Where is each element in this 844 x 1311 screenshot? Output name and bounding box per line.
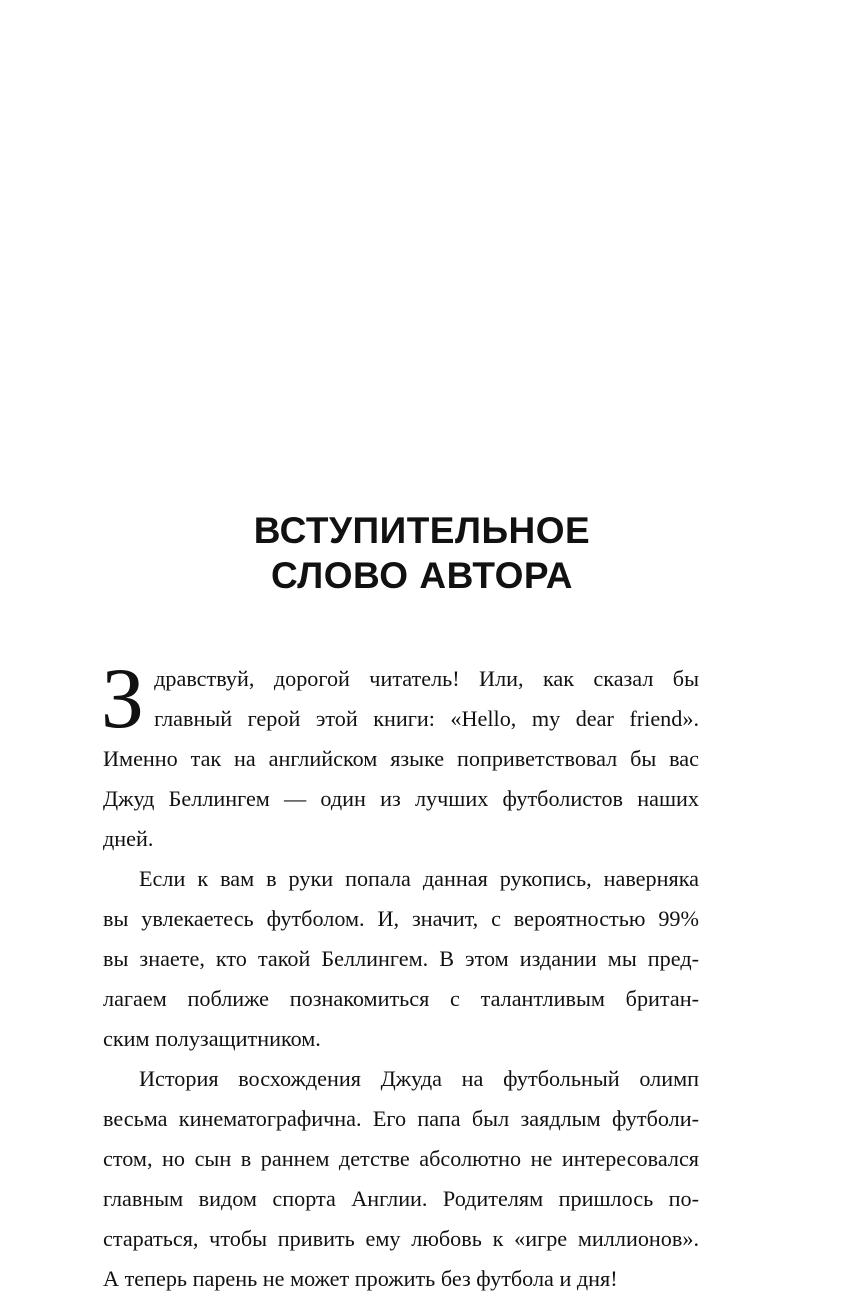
- text-line: стараться, чтобы привить ему любовь к «игре миллионов».: [103, 1226, 699, 1251]
- text-line: Именно так на английском языке поприветствовал бы вас: [103, 746, 699, 771]
- text-line: стом, но сын в раннем детстве абсолютно не интересовался: [103, 1146, 699, 1171]
- chapter-title-line-1: ВСТУПИТЕЛЬНОЕ: [253, 510, 591, 551]
- text-line: весьма кинематографична. Его папа был заядлым футболи-: [103, 1106, 699, 1131]
- chapter-title-line-2: СЛОВО АВТОРА: [270, 555, 574, 596]
- paragraph-1: [101, 650, 699, 859]
- drop-cap: З: [101, 650, 145, 746]
- paragraph-2: [103, 859, 699, 1059]
- paragraph-3: [103, 1059, 699, 1299]
- text-line: А теперь парень не может прожить без футбола и дня!: [103, 1266, 618, 1291]
- text-line: вы увлекаетесь футболом. И, значит, с вероятностью 99%: [103, 906, 699, 931]
- text-line: Джуд Беллингем — один из лучших футболистов наших: [103, 786, 699, 811]
- text-line: главный герой этой книги: «Hello, my dear friend».: [154, 706, 699, 731]
- chapter-heading: [0, 508, 844, 598]
- text-line: ским полузащитником.: [103, 1026, 321, 1051]
- text-line: главным видом спорта Англии. Родителям пришлось по-: [103, 1186, 699, 1211]
- text-line: дней.: [103, 826, 154, 851]
- text-line: лагаем поближе познакомиться с талантливым британ-: [103, 986, 699, 1011]
- text-line: дравствуй, дорогой читатель! Или, как сказал бы: [154, 666, 699, 691]
- chapter-body: [101, 650, 699, 1299]
- text-line: Если к вам в руки попала данная рукопись, наверняка: [139, 866, 699, 891]
- text-line: вы знаете, кто такой Беллингем. В этом издании мы пред-: [103, 946, 699, 971]
- text-line: История восхождения Джуда на футбольный олимп: [139, 1066, 699, 1091]
